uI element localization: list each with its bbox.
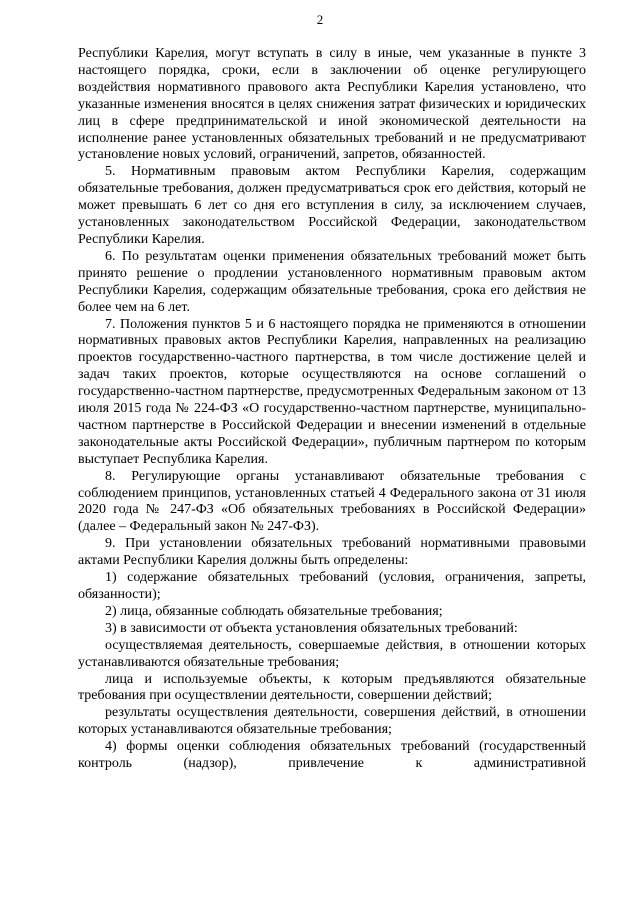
paragraph-continuation: Республики Карелия, могут вступать в силу в иные, чем указанные в пункте 3 настоящего порядка, сроки, если в заключении об оценке регулирующего воздействия нормативного правового акта Республики Карелия установлено, что указанные изменения вносятся в целях снижения затрат физических и юридических лиц в сфере предпринимательской и иной экономической деятельности на исполнение ранее установленных обязательных требований и не предусматривают установление новых условий, ограничений, запретов, обязанностей. xyxy=(78,46,586,163)
document-body xyxy=(78,46,586,773)
paragraph-6: 6. По результатам оценки применения обязательных требований может быть принято решение о продлении установленного нормативным правовым актом Республики Карелия, содержащим обязательные требования, срока его действия не более чем на 6 лет. xyxy=(78,248,586,315)
paragraph-9-item-4: 4) формы оценки соблюдения обязательных требований (государственный контроль (надзор), привлечение к административной xyxy=(78,739,586,772)
paragraph-8: 8. Регулирующие органы устанавливают обязательные требования с соблюдением принципов, установленных статьей 4 Федерального закона от 31 июля 2020 года № 247-ФЗ «Об обязательных требованиях в Российской Федерации» (далее – Федеральный закон № 247-ФЗ). xyxy=(78,468,586,535)
paragraph-9-item-3-sub-3: результаты осуществления деятельности, совершения действий, в отношении которых устанавливаются обязательные требования; xyxy=(78,705,586,738)
page-number: 2 xyxy=(316,12,324,27)
paragraph-9: 9. При установлении обязательных требований нормативными правовыми актами Республики Карелия должны быть определены: xyxy=(78,536,586,569)
paragraph-9-item-2: 2) лица, обязанные соблюдать обязательные требования; xyxy=(105,603,443,619)
paragraph-9-item-3-sub-2: лица и используемые объекты, к которым предъявляются обязательные требования при осуществлении деятельности, совершении действий; xyxy=(78,671,586,704)
paragraph-5: 5. Нормативным правовым актом Республики Карелия, содержащим обязательные требования, должен предусматриваться срок его действия, который не может превышать 6 лет со дня его вступления в силу, за исключением случаев, установленных законодательством Российской Федерации, законодательством Республики Карелия. xyxy=(78,164,586,247)
paragraph-7: 7. Положения пунктов 5 и 6 настоящего порядка не применяются в отношении нормативных правовых актов Республики Карелия, направленных на реализацию проектов государственно-частного партнерства, в том числе достижение целей и задач таких проектов, которые осуществляются на основе соглашений о государственно-частном партнерстве, предусмотренных Федеральным законом от 13 июля 2015 года № 224-ФЗ «О государственно-частном партнерстве, муниципально-частном партнерстве в Российской Федерации и внесении изменений в отдельные законодательные акты Российской Федерации», публичным партнером по которым выступает Республика Карелия. xyxy=(78,316,586,467)
paragraph-9-item-1: 1) содержание обязательных требований (условия, ограничения, запреты, обязанности); xyxy=(78,570,586,602)
paragraph-9-item-3-sub-1: осуществляемая деятельность, совершаемые действия, в отношении которых устанавливаются обязательные требования; xyxy=(78,637,586,670)
paragraph-9-item-3: 3) в зависимости от объекта установления обязательных требований: xyxy=(105,620,518,636)
